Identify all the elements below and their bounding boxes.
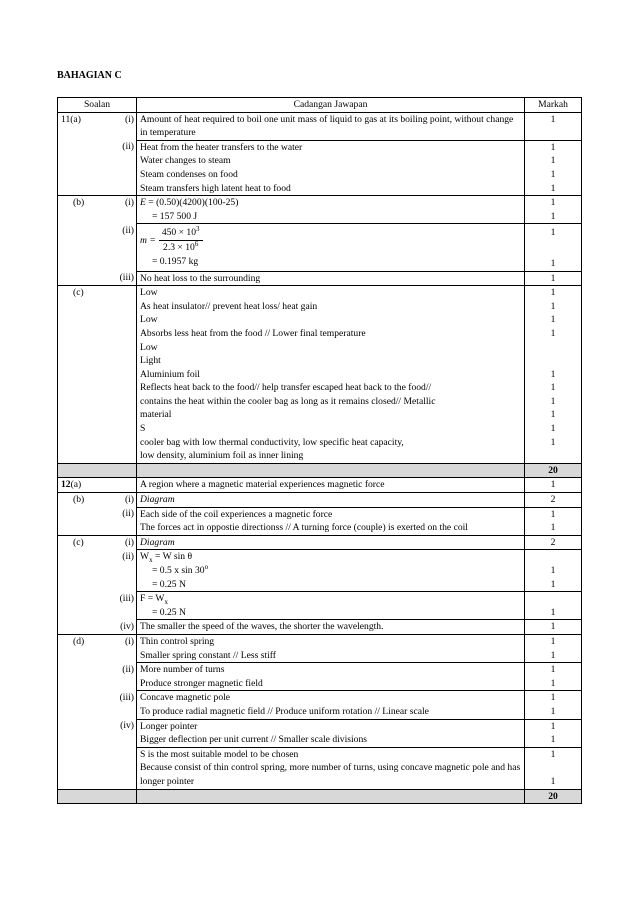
table-row (58, 719, 582, 747)
sub-question-number: (i) (124, 113, 134, 125)
sub-question-number: (i) (124, 536, 134, 548)
marks: 1 1 (525, 224, 582, 271)
marks: 1 1 (525, 663, 582, 691)
answer-lines: Longer pointer Bigger deflection per unit current // Smaller scale divisions (137, 719, 525, 747)
mark: 1 (525, 478, 582, 493)
mark: 1 (525, 112, 582, 140)
table-row (58, 478, 582, 493)
question-number: (b) (73, 494, 85, 506)
fraction: $\frac{450 \times 10^3}{2.3 \times 10^6}$ (159, 226, 203, 254)
answer-text: Diagram (137, 493, 525, 508)
table-row (58, 224, 582, 271)
question-number: (c) (73, 287, 84, 299)
table-row (58, 592, 582, 620)
mark: 2 (525, 535, 582, 550)
section-heading: BAHAGIAN C (57, 70, 122, 81)
total-mark: 20 (525, 463, 582, 478)
table-row (58, 550, 582, 592)
answer-text: No heat loss to the surrounding (137, 271, 525, 286)
answer-lines: Each side of the coil experiences a magnetic force The forces act in oppostie directionss // A turning force (couple) is exerted on the coil (137, 507, 525, 535)
marks: 1 1 (525, 550, 582, 592)
total-mark: 20 (525, 789, 582, 804)
table-row (58, 747, 582, 789)
question-number: (d) (73, 635, 85, 647)
sub-question-number: (ii) (122, 550, 134, 562)
answer-lines: Low As heat insulator// prevent heat loss/ heat gain Low Absorbs less heat from the food // Lower final temperature Low Light Aluminium foil Reflects heat back to the food// help transfer escaped heat back to the food// contains the heat within the cooler bag as long as it remains closed// Metallic material S cooler bag with low thermal conductivity, low specific heat capacity, low density, aluminium foil as inner lining (137, 286, 525, 464)
marks: 1 1 (525, 719, 582, 747)
table-row (58, 507, 582, 535)
answer-text: The smaller the speed of the waves, the shorter the wavelength. (137, 620, 525, 635)
header-cadangan-jawapan: Cadangan Jawapan (137, 98, 525, 113)
table-row (58, 140, 582, 195)
answer-lines: More number of turns Produce stronger magnetic field (137, 663, 525, 691)
answer-text: Diagram (137, 535, 525, 550)
table-row (58, 271, 582, 286)
sub-question-number: (ii) (122, 508, 134, 520)
answer-text: A region where a magnetic material experiences magnetic force (137, 478, 525, 493)
mark: 2 (525, 493, 582, 508)
answer-formula: m = $\frac{450 \times 10^3}{2.3 \times 10^6}$ = 0.1957 kg (137, 224, 525, 271)
table-row (58, 196, 582, 224)
answer-lines: S is the most suitable model to be chosen Because consist of thin control spring, more number of turns, using concave magnetic pole and has longer pointer (137, 747, 525, 789)
mark: 1 (525, 620, 582, 635)
marks: 1 1 (525, 507, 582, 535)
question-number: 12 (61, 479, 71, 491)
sub-question-number: (ii) (122, 224, 134, 236)
question-number: (c) (73, 536, 84, 548)
header-soalan: Soalan (58, 98, 137, 113)
answer-text: E = (0.50)(4200)(100-25) = 157 500 J (137, 196, 525, 224)
table-row (58, 535, 582, 550)
marks: 1 1 (525, 747, 582, 789)
marks: 1 1 1 1 1 1 1 1 1 1 (525, 286, 582, 464)
question-number: 11(a) (61, 113, 81, 125)
marks: 1 1 (525, 196, 582, 224)
marks: 1 1 1 1 (525, 140, 582, 195)
sub-question-number: (ii) (122, 663, 134, 675)
marks: 1 1 (525, 634, 582, 662)
table-row (58, 112, 582, 140)
answer-lines: Concave magnetic pole To produce radial magnetic field // Produce uniform rotation // Linear scale (137, 691, 525, 719)
table-row (58, 663, 582, 691)
table-row (58, 286, 582, 464)
sub-question-number: (i) (124, 494, 134, 506)
sub-question-number: (a) (70, 479, 82, 491)
table-row (58, 634, 582, 662)
table-row (58, 493, 582, 508)
sub-question-number: (iv) (120, 720, 134, 732)
sub-question-number: (iii) (119, 592, 134, 604)
answer-formula: $F = W_x$ = 0.25 N (137, 592, 525, 620)
sub-question-number: (ii) (122, 141, 134, 153)
marks: 1 (525, 592, 582, 620)
sub-question-number: (i) (124, 635, 134, 647)
answer-lines: Heat from the heater transfers to the water Water changes to steam Steam condenses on food Steam transfers high latent heat to food (137, 140, 525, 195)
answer-lines: Thin control spring Smaller spring constant // Less stiff (137, 634, 525, 662)
answer-scheme-table (57, 97, 582, 804)
table-row (58, 691, 582, 719)
table-header-row (58, 98, 582, 113)
sub-question-number: (iii) (119, 691, 134, 703)
sub-question-number: (i) (124, 197, 134, 209)
question-number: (b) (73, 197, 85, 209)
mark: 1 (525, 271, 582, 286)
table-row (58, 620, 582, 635)
answer-formula: $W_x = W$ sin θ = 0.5 x $\sin 30^o$ = 0.25 N (137, 550, 525, 592)
total-row (58, 789, 582, 804)
sub-question-number: (iv) (120, 620, 134, 632)
header-markah: Markah (525, 98, 582, 113)
marks: 1 1 (525, 691, 582, 719)
total-row (58, 463, 582, 478)
sub-question-number: (iii) (119, 272, 134, 284)
answer-text: Amount of heat required to boil one unit mass of liquid to gas at its boiling point, without change in temperature (137, 112, 525, 140)
